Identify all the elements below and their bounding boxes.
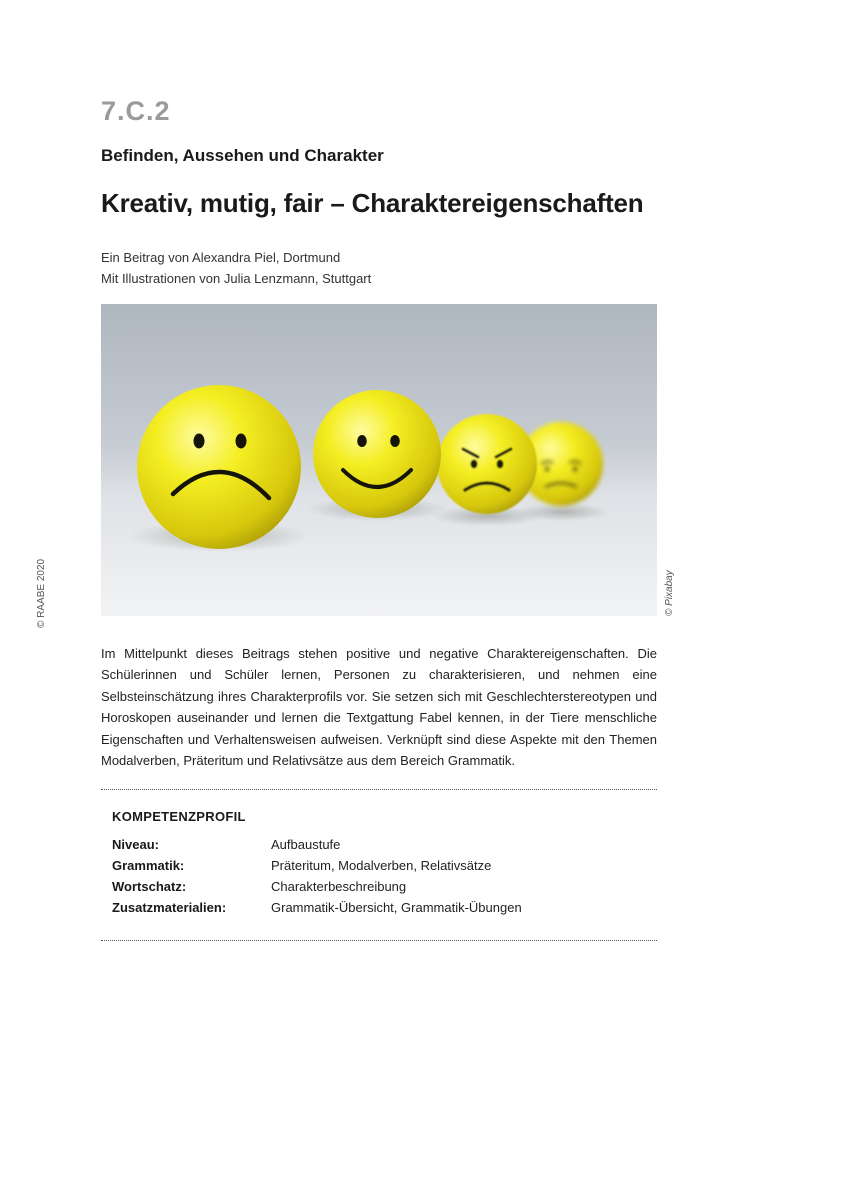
kompetenz-label: Grammatik:: [112, 858, 185, 873]
kompetenz-value: Aufbaustufe: [271, 837, 341, 852]
kompetenz-row-wortschatz: [112, 876, 652, 897]
chapter-subtitle: Befinden, Aussehen und Charakter: [101, 146, 384, 165]
kompetenz-row-niveau: [112, 834, 652, 855]
dotted-divider-top: [101, 789, 657, 790]
kompetenz-row-zusatzmaterialien: [112, 897, 652, 918]
happy-emoji-ball: [313, 390, 441, 518]
illustrations-line: Mit Illustrationen von Julia Lenzmann, Stuttgart: [101, 271, 372, 286]
kompetenz-value: Grammatik-Übersicht, Grammatik-Übungen: [271, 900, 522, 915]
section-code: 7.C.2: [101, 96, 171, 126]
emoji-balls-photo: [101, 304, 657, 616]
kompetenz-label: Wortschatz:: [112, 879, 187, 894]
kompetenzprofil-heading: KOMPETENZPROFIL: [112, 809, 246, 824]
kompetenzprofil-box: [112, 809, 652, 918]
intro-paragraph: Im Mittelpunkt dieses Beitrags stehen positive und negative Charaktereigenschaften. Die Schülerinnen und Schüler lernen, Personen zu charakterisieren, und nehmen eine Selbsteinschätzung ihres Charakterprofils vor. Sie setzen sich mit Geschlechterstereotypen und Horoskopen auseinander und lernen die Textgattung Fabel kennen, in der Tiere menschliche Eigenschaften und Verhaltensweisen aufweisen. Verknüpft sind diese Aspekte mit den Themen Modalverben, Präteritum und Relativsätze aus dem Bereich Grammatik.: [101, 646, 657, 769]
dotted-divider-bottom: [101, 940, 657, 941]
kompetenz-label: Niveau:: [112, 837, 159, 852]
copyright-notice: © RAABE 2020: [36, 558, 47, 628]
sad-emoji-ball: [137, 385, 301, 549]
kompetenz-value: Präteritum, Modalverben, Relativsätze: [271, 858, 492, 873]
kompetenz-row-grammatik: [112, 855, 652, 876]
image-credit: © Pixabay: [664, 570, 675, 616]
page-title: Kreativ, mutig, fair – Charaktereigenschaften: [101, 188, 644, 218]
credits: [101, 247, 371, 289]
kompetenz-value: Charakterbeschreibung: [271, 879, 407, 894]
author-line: Ein Beitrag von Alexandra Piel, Dortmund: [101, 250, 341, 265]
angry-emoji-ball: [437, 414, 537, 514]
kompetenz-label: Zusatzmaterialien:: [112, 900, 227, 915]
